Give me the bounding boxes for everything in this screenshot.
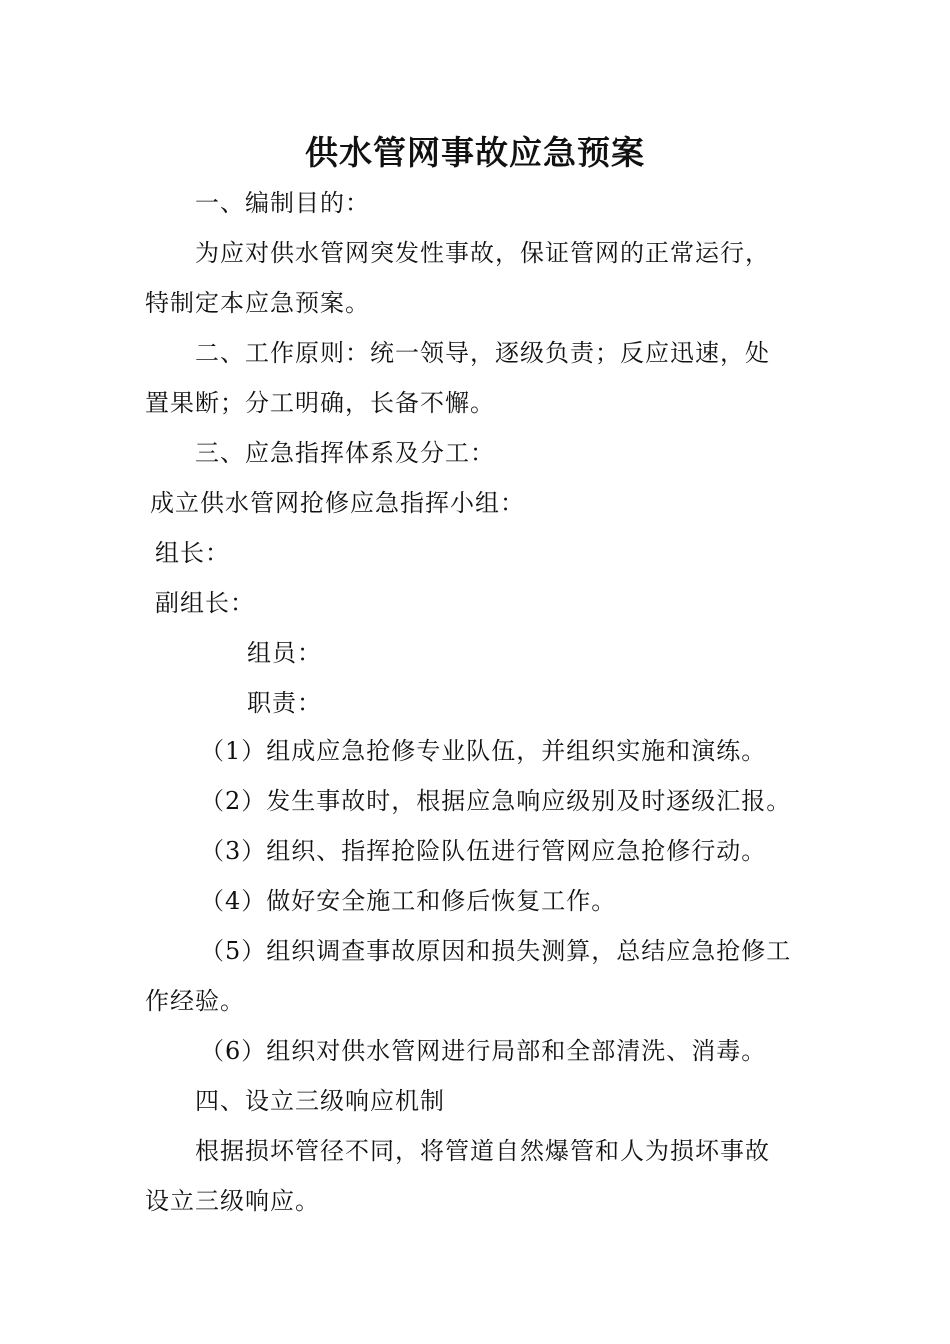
section-heading-purpose: 一、编制目的：	[195, 189, 370, 217]
paragraph-line: 为应对供水管网突发性事故，保证管网的正常运行，	[195, 239, 770, 267]
paragraph-line: 置果断；分工明确，长备不懈。	[145, 389, 495, 417]
document-title: 供水管网事故应急预案	[305, 133, 645, 172]
duty-item: （3）组织、指挥抢险队伍进行管网应急抢修行动。	[200, 837, 767, 865]
paragraph-line: 根据损坏管径不同，将管道自然爆管和人为损坏事故	[195, 1137, 770, 1165]
paragraph-line: 设立三级响应。	[145, 1187, 320, 1215]
duty-item: （5）组织调查事故原因和损失测算，总结应急抢修工	[200, 937, 792, 965]
duty-item: （6）组织对供水管网进行局部和全部清洗、消毒。	[200, 1037, 767, 1065]
duty-item: （2）发生事故时，根据应急响应级别及时逐级汇报。	[200, 787, 792, 815]
duties-label: 职责：	[247, 689, 322, 717]
duty-item: （1）组成应急抢修专业队伍，并组织实施和演练。	[200, 737, 767, 765]
deputy-leader-label: 副组长：	[155, 589, 255, 617]
duty-item: （4）做好安全施工和修后恢复工作。	[200, 887, 617, 915]
section-heading-command-system: 三、应急指挥体系及分工：	[195, 439, 495, 467]
section-heading-principles: 二、工作原则：统一领导，逐级负责；反应迅速，处	[195, 339, 770, 367]
team-leader-label: 组长：	[155, 539, 230, 567]
paragraph-line: 特制定本应急预案。	[145, 289, 370, 317]
paragraph-line: 成立供水管网抢修应急指挥小组：	[150, 489, 525, 517]
section-heading-response-levels: 四、设立三级响应机制	[195, 1087, 445, 1115]
paragraph-line: 作经验。	[145, 987, 245, 1015]
members-label: 组员：	[247, 639, 322, 667]
